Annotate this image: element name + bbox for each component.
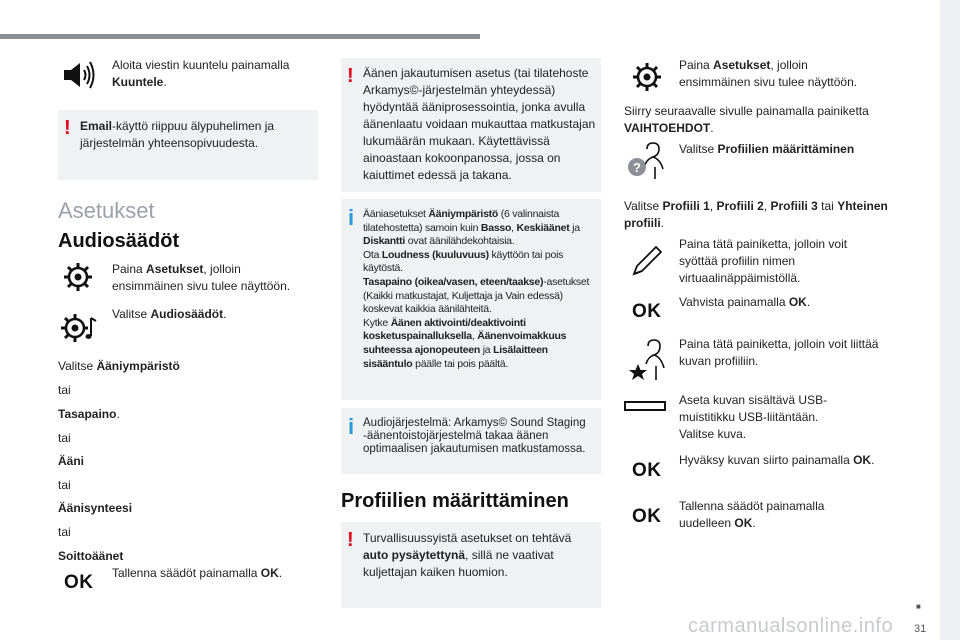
ok-icon: OK <box>64 572 94 593</box>
profile-question-icon <box>625 141 665 181</box>
profile-image-icon <box>628 338 668 382</box>
name-entry-step: Paina tätä painiketta, jolloin voit syöttää profiilin nimen virtuaalinäppäimistöllä. <box>679 237 848 285</box>
ok-icon: OK <box>632 460 662 481</box>
attach-image-step: Paina tätä painiketta, jolloin voit liittää kuvan profiiliin. <box>679 337 879 368</box>
accept-transfer-step: Hyväksy kuvan siirto painamalla OK. <box>679 453 875 467</box>
option-voice-synthesis: Äänisynteesi <box>58 501 133 515</box>
email-warning-text: Email-käyttö riippuu älypuhelimen ja järjestelmän yhteensopivuudesta. <box>80 119 275 150</box>
top-rule <box>0 34 480 39</box>
audio-settings-icon <box>60 312 98 344</box>
sound-distribution-warning-box <box>341 58 601 192</box>
sound-distribution-text: Äänen jakautumisen asetus (tai tilatehoste Arkamys©-järjestelmän yhteydessä) hyödyntää ääniprosessointia, jonka avulla äänenlaatu voidaan mukauttaa matkustajan lukumäärän mukaan. Käytettävissä ainoastaan kokoonpanossa, jossa on kaiuttimet edessä ja takana. <box>363 66 596 182</box>
or-4: tai <box>58 525 71 539</box>
save-again-step: Tallenna säädöt painamalla uudelleen OK. <box>679 499 825 530</box>
warning-icon: ! <box>64 117 71 139</box>
option-sound: Ääni <box>58 454 85 468</box>
or-1: tai <box>58 383 71 397</box>
audio-settings-step: Valitse Audiosäädöt. <box>112 307 227 321</box>
confirm-step: Vahvista painamalla OK. <box>679 295 811 309</box>
subsection-title-audio: Audiosäädöt <box>58 230 180 252</box>
option-ringtones: Soittoäänet <box>58 549 124 563</box>
watermark: carmanualsonline.info <box>688 615 894 637</box>
or-3: tai <box>58 478 71 492</box>
page-number: 31 <box>914 623 927 635</box>
svg-text:?: ? <box>633 160 641 175</box>
ok-icon: OK <box>632 301 662 322</box>
email-warning-box <box>58 110 318 180</box>
info-icon: i <box>348 205 355 230</box>
profile-definition-step: Valitse Profiilien määrittäminen <box>679 142 855 156</box>
audio-settings-info-text: Ääniasetukset Ääniympäristö (6 valinnaista tilatehostetta) samoin kuin Basso, Keskiäänet ja Diskantti ovat äänilähdekohtaisia. Ota Loudness (kuuluvuus) käyttöön tai pois käytöstä. Tasapaino (oikea/vasen, eteen/taakse)-asetukset (Kaikki matkustajat, Kuljettaja ja Vain edessä) koskevat kaikkia äänilähteitä. Kytke Äänen aktivointi/deaktivointi kosketuspainalluksella, Äänenvoimakkuus suhteessa ajonopeuteen ja Lisälaitteen sisääntulo päälle tai pois päältä. <box>363 208 590 370</box>
info-icon: i <box>348 414 355 439</box>
settings-step: Paina Asetukset, jolloin ensimmäinen sivu tulee näyttöön. <box>112 262 291 293</box>
or-2: tai <box>58 431 71 445</box>
save-step: Tallenna säädöt painamalla OK. <box>112 566 283 580</box>
settings-gear-icon <box>632 62 662 92</box>
ok-icon: OK <box>632 506 662 527</box>
profile-settings-step: Paina Asetukset, jolloin ensimmäinen sivu tulee näyttöön. <box>679 58 858 89</box>
usb-insert-step: Aseta kuvan sisältävä USB-muistitikku USB-liitäntään. Valitse kuva. <box>679 393 828 441</box>
usb-stick-icon <box>624 398 666 414</box>
safety-warning-text: Turvallisuussyistä asetukset on tehtävä auto pysäytettynä, sillä ne vaativat kuljettajan kaiken huomion. <box>363 531 572 579</box>
option-ambience: Valitse Ääniympäristö <box>58 359 180 373</box>
pencil-icon <box>628 242 666 280</box>
options-page-step: Siirry seuraavalle sivulle painamalla painiketta VAIHTOEHDOT. <box>624 104 869 135</box>
arkamys-info-text: Audiojärjestelmä: Arkamys© Sound Staging -äänentoistojärjestelmä takaa äänen optimaalisen jakautumisen matkustamossa. <box>363 417 586 455</box>
section-title-asetukset: Asetukset <box>58 198 155 223</box>
section-title-profiles: Profiilien määrittäminen <box>341 490 569 512</box>
warning-icon: ! <box>347 529 354 551</box>
warning-icon: ! <box>347 65 354 87</box>
option-balance: Tasapaino. <box>58 407 120 421</box>
speaker-icon <box>62 60 98 90</box>
safety-warning-box <box>341 522 601 608</box>
right-margin-strip <box>940 0 960 640</box>
settings-gear-icon <box>63 262 93 292</box>
continue-marker: ■ <box>916 602 921 611</box>
listen-instruction: Aloita viestin kuuntelu painamalla Kuuntele. <box>112 58 290 89</box>
arkamys-info-box <box>341 408 601 474</box>
audio-settings-info-box <box>341 199 601 400</box>
profile-select-step: Valitse Profiili 1, Profiili 2, Profiili 3 tai Yhteinen profiili. <box>624 199 888 230</box>
